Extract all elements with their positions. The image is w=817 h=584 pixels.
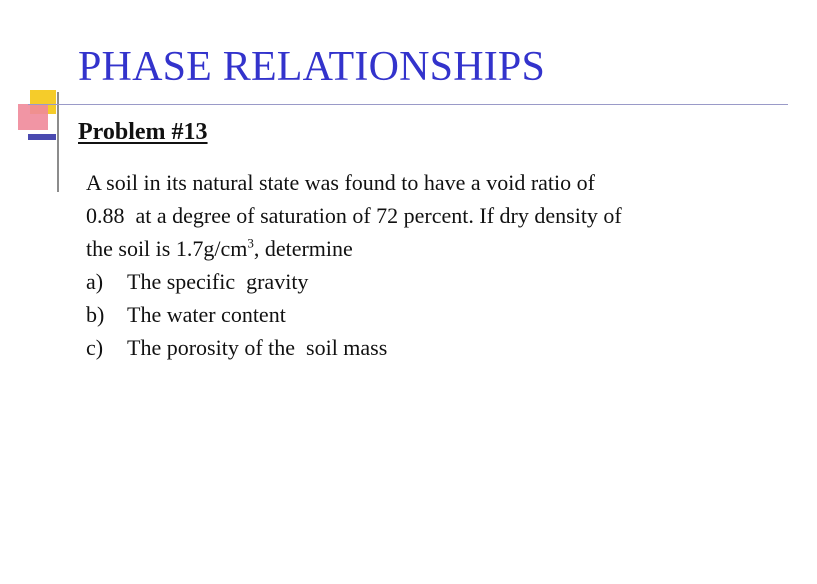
list-item-text: The specific gravity [127,269,309,294]
superscript-exponent: 3 [247,235,254,251]
task-list [86,265,780,364]
statement-line-1: A soil in its natural state was found to have a void ratio of [86,170,595,195]
slide-title: PHASE RELATIONSHIPS [78,44,546,90]
statement-line-3-start: the soil is 1.7g/cm [86,236,248,261]
list-marker: c) [86,335,104,360]
problem-body [86,166,780,364]
list-item [86,298,780,331]
title-divider [28,104,788,105]
list-marker: a) [86,269,104,294]
slide-decoration [14,82,74,194]
list-item-text: The porosity of the soil mass [127,335,388,360]
list-item-text: The water content [127,302,286,327]
statement-line-3-end: , determine [253,236,353,261]
problem-statement [86,166,780,265]
deco-blue-bar [28,134,56,140]
deco-pink-square [18,104,48,130]
list-item [86,331,780,364]
statement-line-2: 0.88 at a degree of saturation of 72 percent. If dry density of [86,203,622,228]
list-item [86,265,780,298]
list-marker: b) [86,302,105,327]
problem-heading: Problem #13 [78,119,208,145]
